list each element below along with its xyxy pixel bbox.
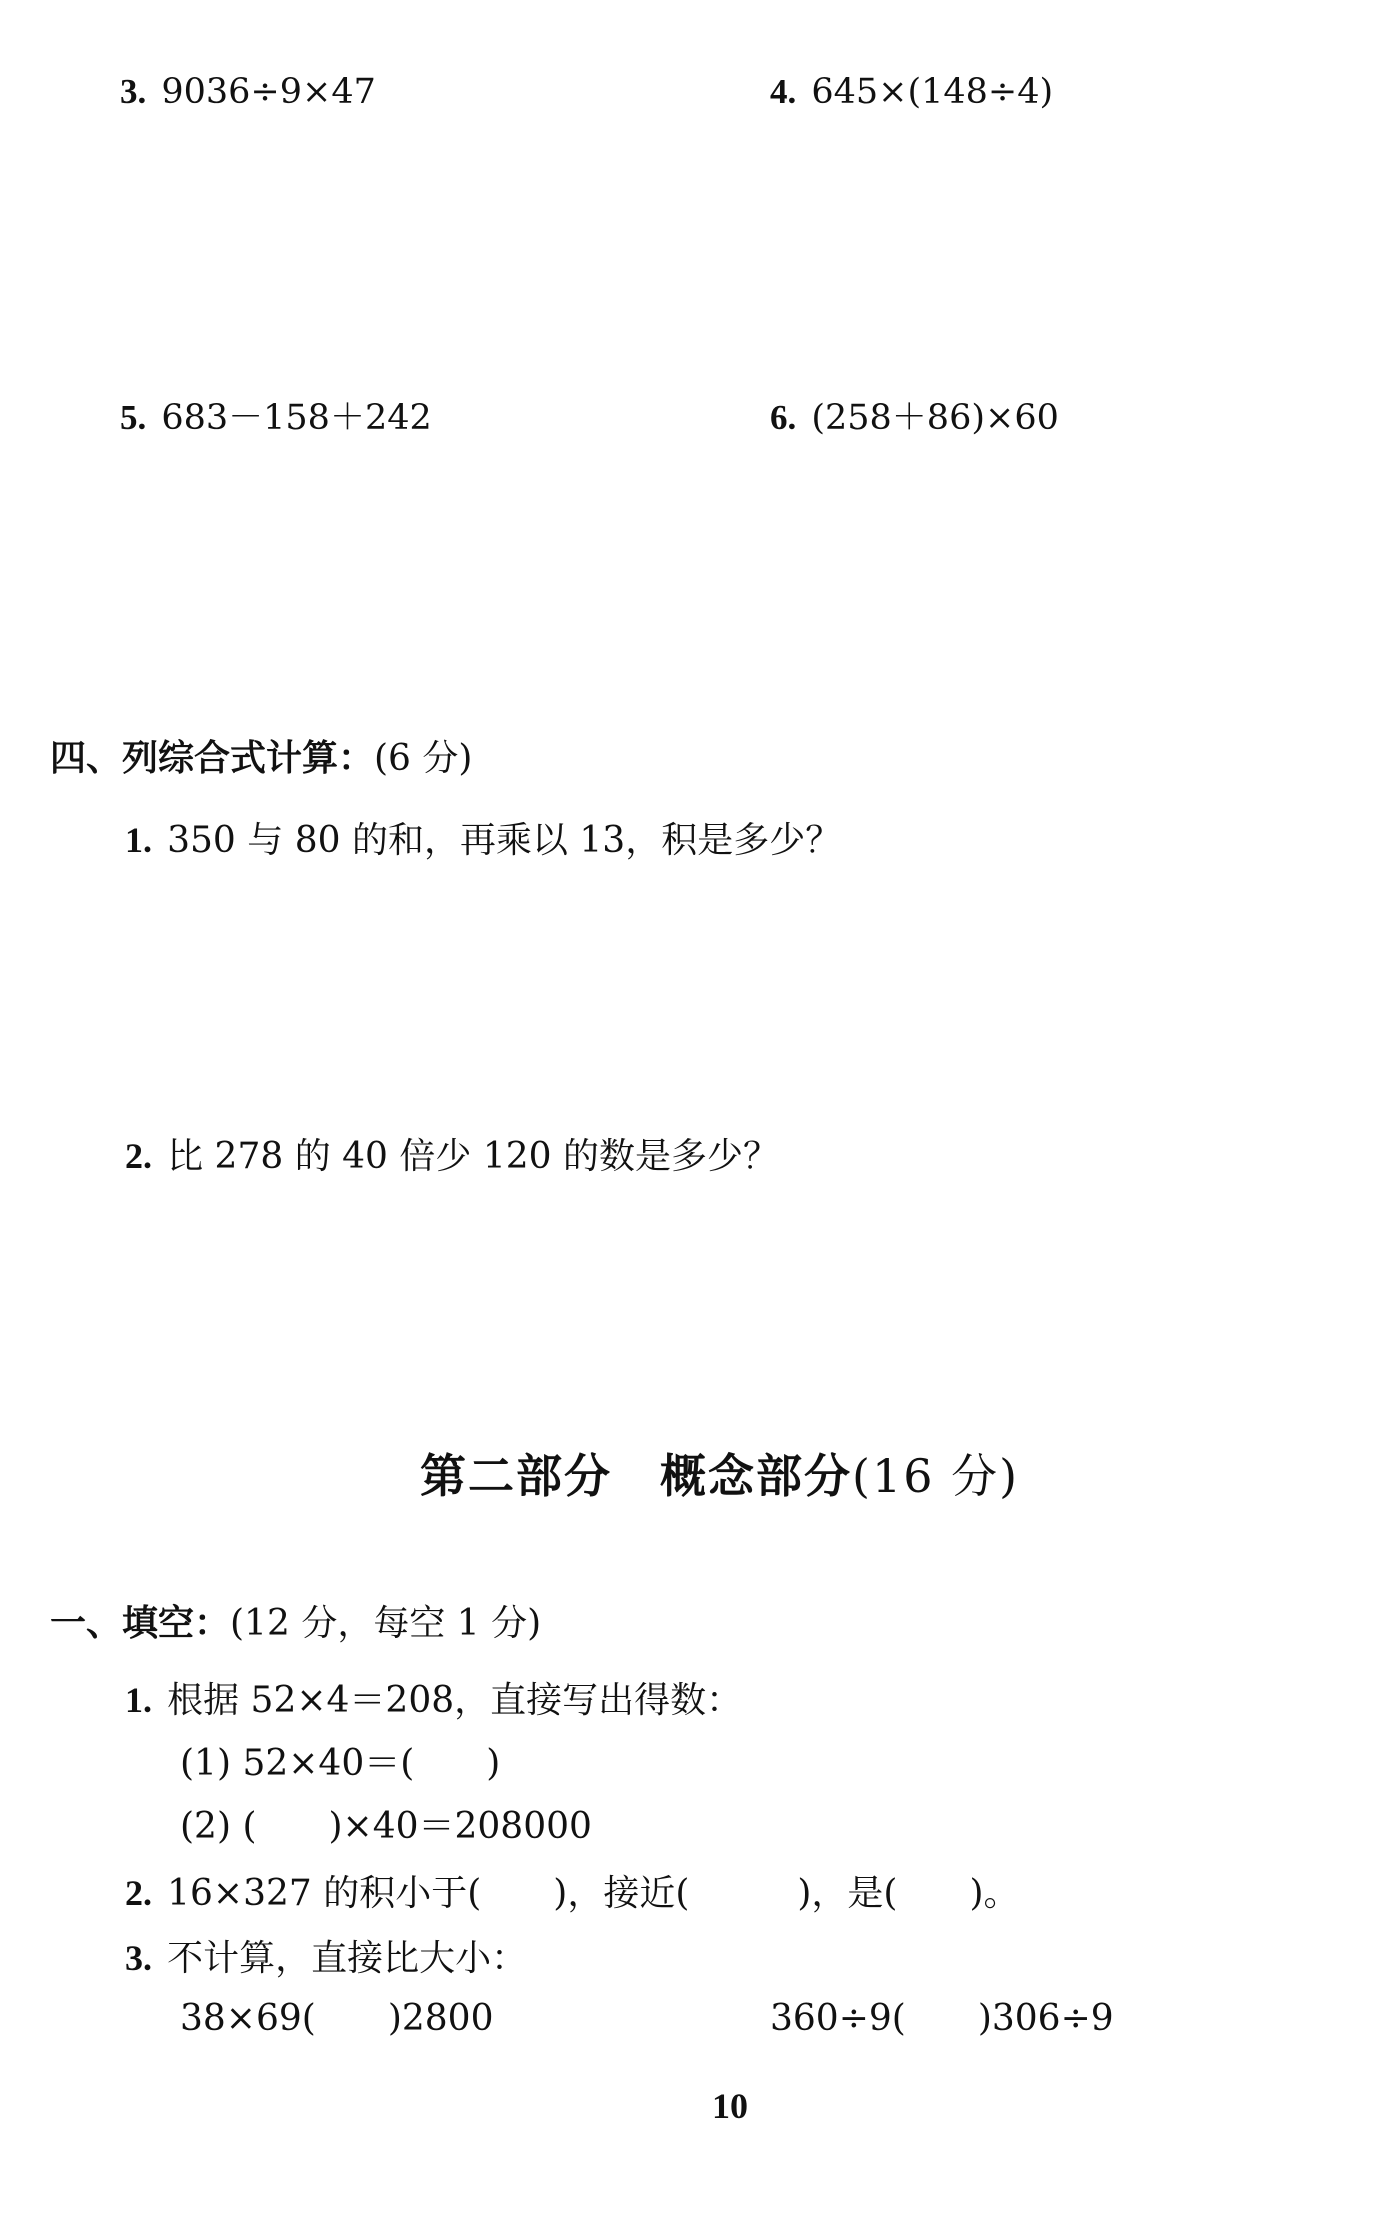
- section4-title: 四、列综合式计算：: [50, 738, 375, 779]
- fill-question-1-sub-2: (2) ( )×40＝208000: [180, 1806, 592, 1847]
- item-number: 2.: [125, 1136, 152, 1176]
- part2-title: [420, 1440, 1019, 1506]
- fill-heading: [50, 1595, 541, 1646]
- item-number: 1.: [125, 1680, 152, 1720]
- fill-score: (12 分，每空 1 分): [230, 1603, 542, 1644]
- expression: 645×(148÷4): [811, 72, 1054, 112]
- item-number: 6.: [770, 398, 797, 437]
- fill-question-3: [125, 1930, 527, 1981]
- fill-question-2: [125, 1865, 1020, 1916]
- calc-item-3: [120, 72, 376, 112]
- page-number: 10: [712, 2086, 748, 2126]
- fill-title: 一、填空：: [50, 1603, 231, 1644]
- compare-left: 38×69( )2800: [180, 1998, 494, 2039]
- part2-title-text: 第二部分 概念部分: [420, 1449, 852, 1503]
- part2-score: (16 分): [852, 1449, 1020, 1503]
- section4-score: (6 分): [374, 738, 473, 779]
- section4-question-1: [125, 812, 841, 863]
- item-number: 3.: [125, 1938, 152, 1978]
- section4-question-2: [125, 1128, 779, 1179]
- item-number: 1.: [125, 820, 152, 860]
- item-number: 4.: [770, 72, 797, 111]
- expression: (258＋86)×60: [811, 398, 1059, 438]
- question-text: 不计算，直接比大小：: [167, 1938, 528, 1979]
- item-number: 5.: [120, 398, 147, 437]
- question-text: 350 与 80 的和，再乘以 13，积是多少？: [167, 820, 842, 861]
- question-text: 16×327 的积小于( )，接近( )，是( )。: [167, 1873, 1020, 1914]
- item-number: 3.: [120, 72, 147, 111]
- calc-item-5: [120, 390, 432, 440]
- question-text: 比 278 的 40 倍少 120 的数是多少？: [167, 1136, 779, 1177]
- fill-question-1-sub-1: (1) 52×40＝( ): [180, 1743, 501, 1784]
- calc-item-4: [770, 72, 1053, 112]
- fill-question-1: [125, 1672, 742, 1723]
- section4-heading: [50, 730, 472, 781]
- expression: 9036÷9×47: [161, 72, 376, 112]
- expression: 683－158＋242: [161, 398, 432, 438]
- question-text: 根据 52×4＝208，直接写出得数：: [167, 1680, 743, 1721]
- compare-right: 360÷9( )306÷9: [770, 1998, 1114, 2039]
- item-number: 2.: [125, 1873, 152, 1913]
- calc-item-6: [770, 390, 1059, 440]
